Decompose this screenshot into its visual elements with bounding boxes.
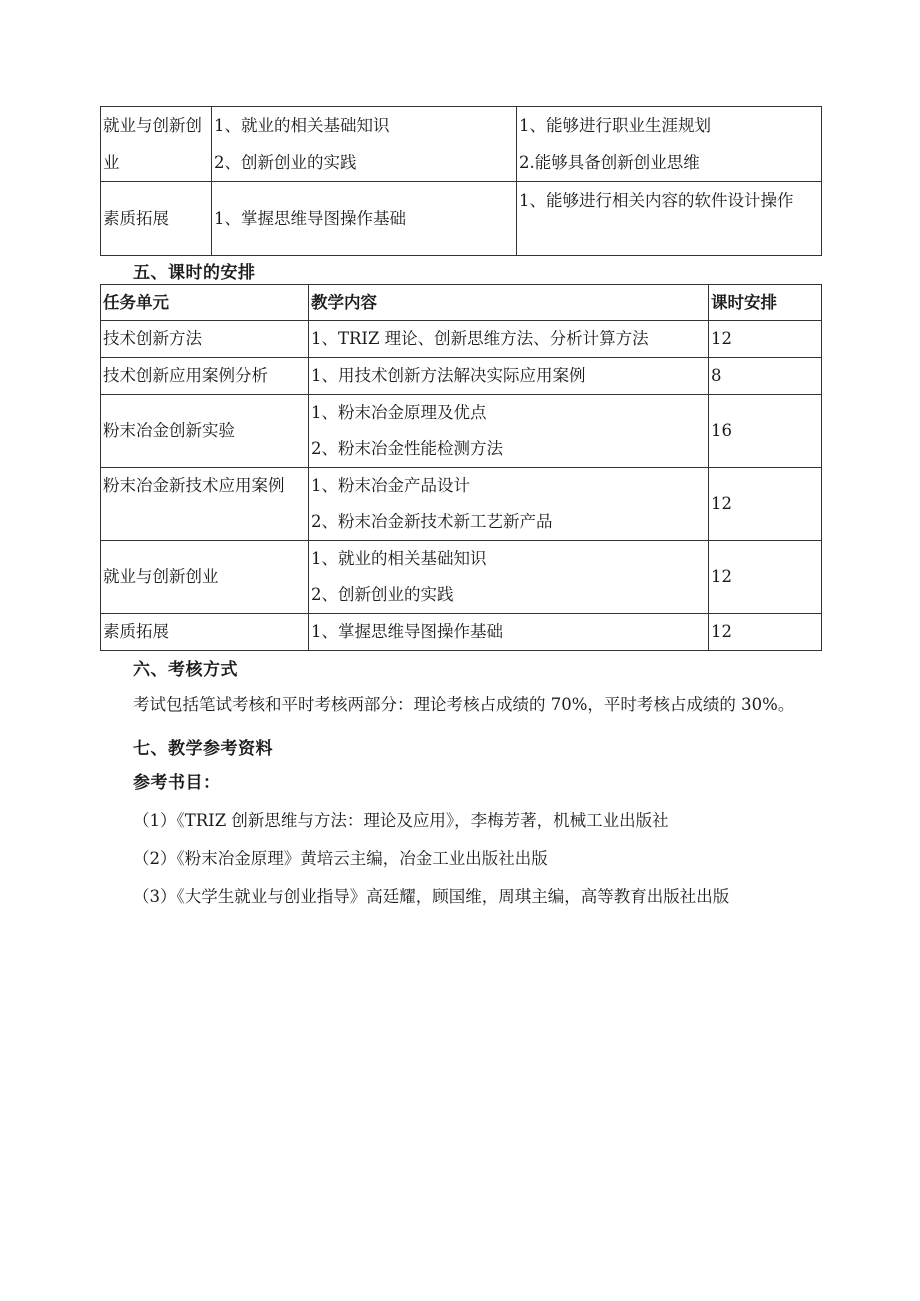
unit-cell: 就业与创新创业 [101,107,212,182]
content-cell [309,395,709,468]
content-line: 2、创新创业的实践 [311,585,454,604]
hours-table [100,284,822,651]
unit-cell: 素质拓展 [101,182,212,256]
content-line: 1、就业的相关基础知识 [214,116,390,135]
section6-heading: 六、考核方式 [133,660,238,680]
content-line: 2、创新创业的实践 [214,153,357,172]
unit-cell: 粉末冶金创新实验 [101,395,309,468]
section5-heading: 五、课时的安排 [133,263,256,283]
book-item: （1）《TRIZ 创新思维与方法：理论及应用》，李梅芳著，机械工业出版社 [133,811,669,830]
content-line: 1、就业的相关基础知识 [311,549,487,568]
hours-cell: 8 [709,358,822,395]
content-line: 1、粉末冶金原理及优点 [311,403,487,422]
unit-cell: 粉末冶金新技术应用案例 [101,468,309,541]
content-cell [309,541,709,614]
goal-line: 1、能够进行职业生涯规划 [519,116,711,135]
content-cell [309,358,709,395]
hours-cell: 12 [709,468,822,541]
content-cell [309,614,709,651]
book-item: （2）《粉末冶金原理》黄培云主编，冶金工业出版社出版 [133,849,548,868]
hours-cell: 12 [709,614,822,651]
section7-heading: 七、教学参考资料 [133,739,273,759]
books-subheading: 参考书目： [133,773,221,793]
header-hours: 课时安排 [709,285,822,321]
goal-line: 2.能够具备创新创业思维 [519,153,700,172]
unit-cell: 就业与创新创业 [101,541,309,614]
table-row [101,468,822,541]
content-line: 1、掌握思维导图操作基础 [214,209,406,228]
content-line: 2、粉末冶金性能检测方法 [311,439,503,458]
header-content: 教学内容 [309,285,709,321]
table-row [101,107,822,182]
goal-line: 1、能够进行相关内容的软件设计操作 [519,191,794,210]
unit-cell: 技术创新方法 [101,321,309,358]
table-row [101,321,822,358]
unit-cell: 技术创新应用案例分析 [101,358,309,395]
objectives-table [100,106,822,256]
hours-cell: 12 [709,321,822,358]
content-line: 1、粉末冶金产品设计 [311,476,470,495]
goal-cell [517,182,822,256]
book-item: （3）《大学生就业与创业指导》高廷耀，顾国维，周琪主编，高等教育出版社出版 [133,887,730,906]
content-line: 1、TRIZ 理论、创新思维方法、分析计算方法 [311,329,649,348]
table-row [101,614,822,651]
content-cell [309,468,709,541]
content-line: 1、掌握思维导图操作基础 [311,622,503,641]
table-row [101,395,822,468]
table-row [101,182,822,256]
table-row [101,358,822,395]
content-cell [309,321,709,358]
table-row [101,541,822,614]
content-line: 2、粉末冶金新技术新工艺新产品 [311,512,553,531]
header-unit: 任务单元 [101,285,309,321]
content-cell [212,107,517,182]
hours-cell: 12 [709,541,822,614]
goal-cell [517,107,822,182]
content-line: 1、用技术创新方法解决实际应用案例 [311,366,586,385]
assessment-text: 考试包括笔试考核和平时考核两部分：理论考核占成绩的 70%，平时考核占成绩的 30%。 [133,695,795,714]
hours-cell: 16 [709,395,822,468]
content-cell [212,182,517,256]
unit-cell: 素质拓展 [101,614,309,651]
table-header-row [101,285,822,321]
